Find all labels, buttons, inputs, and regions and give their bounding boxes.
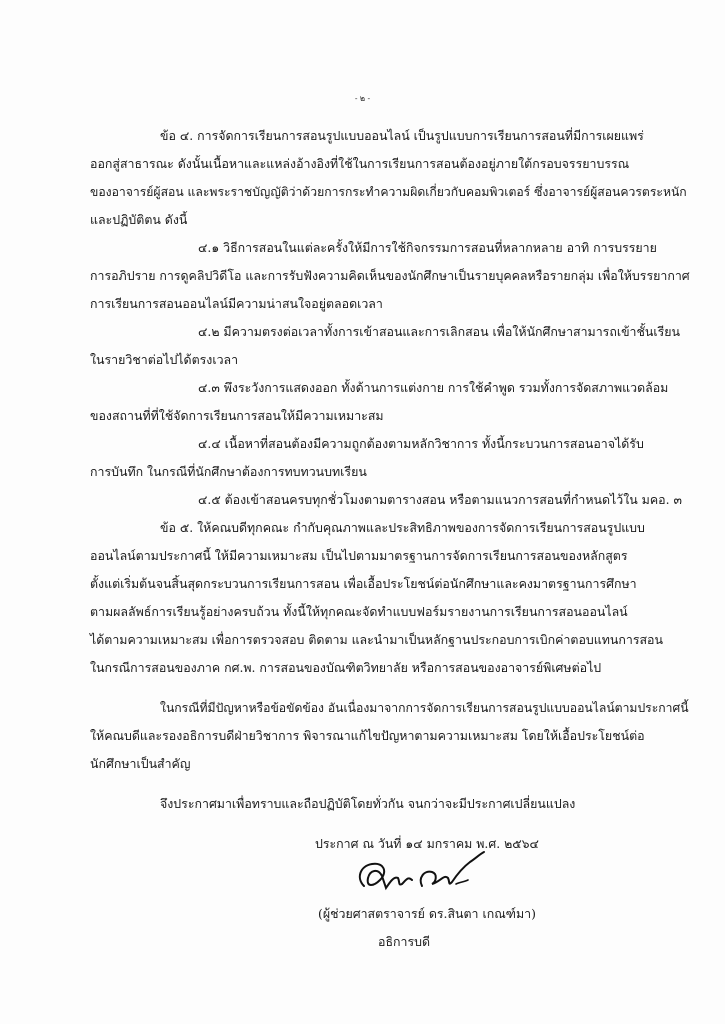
clause4-line-2: ออกสู่สาธารณะ ดังนั้นเนื้อหาและแหล่งอ้างอิงที่ใช้ในการเรียนการสอนต้องอยู่ภายใต้กรอบจรรยาบรรณ [90, 156, 630, 171]
clause5-line-3: ตั้งแต่เริ่มต้นจนสิ้นสุดกระบวนการเรียนการสอน เพื่อเอื้อประโยชน์ต่อนักศึกษาและคงมาตรฐานการศึกษา [90, 576, 637, 591]
clause4-line-4: และปฏิบัติตน ดังนี้ [90, 212, 188, 227]
problems-line-1: ในกรณีที่มีปัญหาหรือข้อขัดข้อง อันเนื่องมาจากการจัดการเรียนการสอนรูปแบบออนไลน์ตามประกาศนี้ [160, 701, 689, 715]
announce-line: จึงประกาศมาเพื่อทราบและถือปฏิบัติโดยทั่วกัน จนกว่าจะมีประกาศเปลี่ยนแปลง [160, 796, 576, 811]
item44-line-2: การบันทึก ในกรณีที่นักศึกษาต้องการทบทวนบทเรียน [90, 464, 367, 479]
clause5-line-1: ข้อ ๕. ให้คณบดีทุกคณะ กำกับคุณภาพและประสิทธิภาพของการจัดการเรียนการสอนรูปแบบ [160, 520, 645, 535]
clause4-line-1: ข้อ ๔. การจัดการเรียนการสอนรูปแบบออนไลน์ เป็นรูปแบบการเรียนการสอนที่มีการเผยแพร่ [160, 128, 644, 143]
clause5-line-6: ในกรณีการสอนของภาค กศ.พ. การสอนของบัณฑิตวิทยาลัย หรือการสอนของอาจารย์พิเศษต่อไป [90, 660, 602, 675]
item41-line-2: การอภิปราย การดูคลิปวิดีโอ และการรับฟังความคิดเห็นของนักศึกษาเป็นรายบุคคลหรือรายกลุ่ม เพื่อให้บรรยากาศ [90, 268, 690, 283]
signer-name: (ผู้ช่วยศาสตราจารย์ ดร.สินตา เกณฑ์มา) [318, 906, 536, 921]
item45-line-1: ๔.๕ ต้องเข้าสอนครบทุกชั่วโมงตามตารางสอน หรือตามแนวการสอนที่กำหนดไว้ใน มคอ. ๓ [198, 492, 682, 507]
signer-title: อธิการบดี [378, 934, 431, 949]
page-number: - ๒ - [354, 94, 371, 103]
item41-line-1: ๔.๑ วิธีการสอนในแต่ละครั้งให้มีการใช้กิจกรรมการสอนที่หลากหลาย อาทิ การบรรยาย [198, 240, 657, 255]
clause4-line-3: ของอาจารย์ผู้สอน และพระราชบัญญัติว่าด้วยการกระทำความผิดเกี่ยวกับคอมพิวเตอร์ ซึ่งอาจารย์ผู้สอนควรตระหนัก [90, 185, 687, 199]
item44-line-1: ๔.๔ เนื้อหาที่สอนต้องมีความถูกต้องตามหลักวิชาการ ทั้งนี้กระบวนการสอนอาจได้รับ [198, 436, 644, 451]
clause5-line-2: ออนไลน์ตามประกาศนี้ ให้มีความเหมาะสม เป็นไปตามมาตรฐานการจัดการเรียนการสอนของหลักสูตร [90, 548, 628, 563]
clause5-line-5: ได้ตามความเหมาะสม เพื่อการตรวจสอบ ติดตาม และนำมาเป็นหลักฐานประกอบการเบิกค่าตอบแทนการสอน [90, 632, 663, 647]
item42-line-2: ในรายวิชาต่อไปได้ตรงเวลา [90, 352, 239, 367]
signature-image [352, 848, 492, 908]
item43-line-2: ของสถานที่ที่ใช้จัดการเรียนการสอนให้มีความเหมาะสม [90, 408, 384, 423]
item41-line-3: การเรียนการสอนออนไลน์มีความน่าสนใจอยู่ตลอดเวลา [90, 296, 383, 311]
problems-line-3: นักศึกษาเป็นสำคัญ [90, 756, 191, 771]
item43-line-1: ๔.๓ พึงระวังการแสดงออก ทั้งด้านการแต่งกาย การใช้คำพูด รวมทั้งการจัดสภาพแวดล้อม [198, 380, 669, 395]
problems-line-2: ให้คณบดีและรองอธิการบดีฝ่ายวิชาการ พิจารณาแก้ไขปัญหาตามความเหมาะสม โดยให้เอื้อประโยชน์ต่อ [90, 728, 645, 743]
item42-line-1: ๔.๒ มีความตรงต่อเวลาทั้งการเข้าสอนและการเลิกสอน เพื่อให้นักศึกษาสามารถเข้าชั้นเรียน [198, 324, 681, 339]
clause5-line-4: ตามผลลัพธ์การเรียนรู้อย่างครบถ้วน ทั้งนี้ให้ทุกคณะจัดทำแบบฟอร์มรายงานการเรียนการสอนออนไลน์ [90, 604, 628, 619]
date-line: ประกาศ ณ วันที่ ๑๔ มกราคม พ.ศ. ๒๕๖๔ [315, 836, 539, 851]
